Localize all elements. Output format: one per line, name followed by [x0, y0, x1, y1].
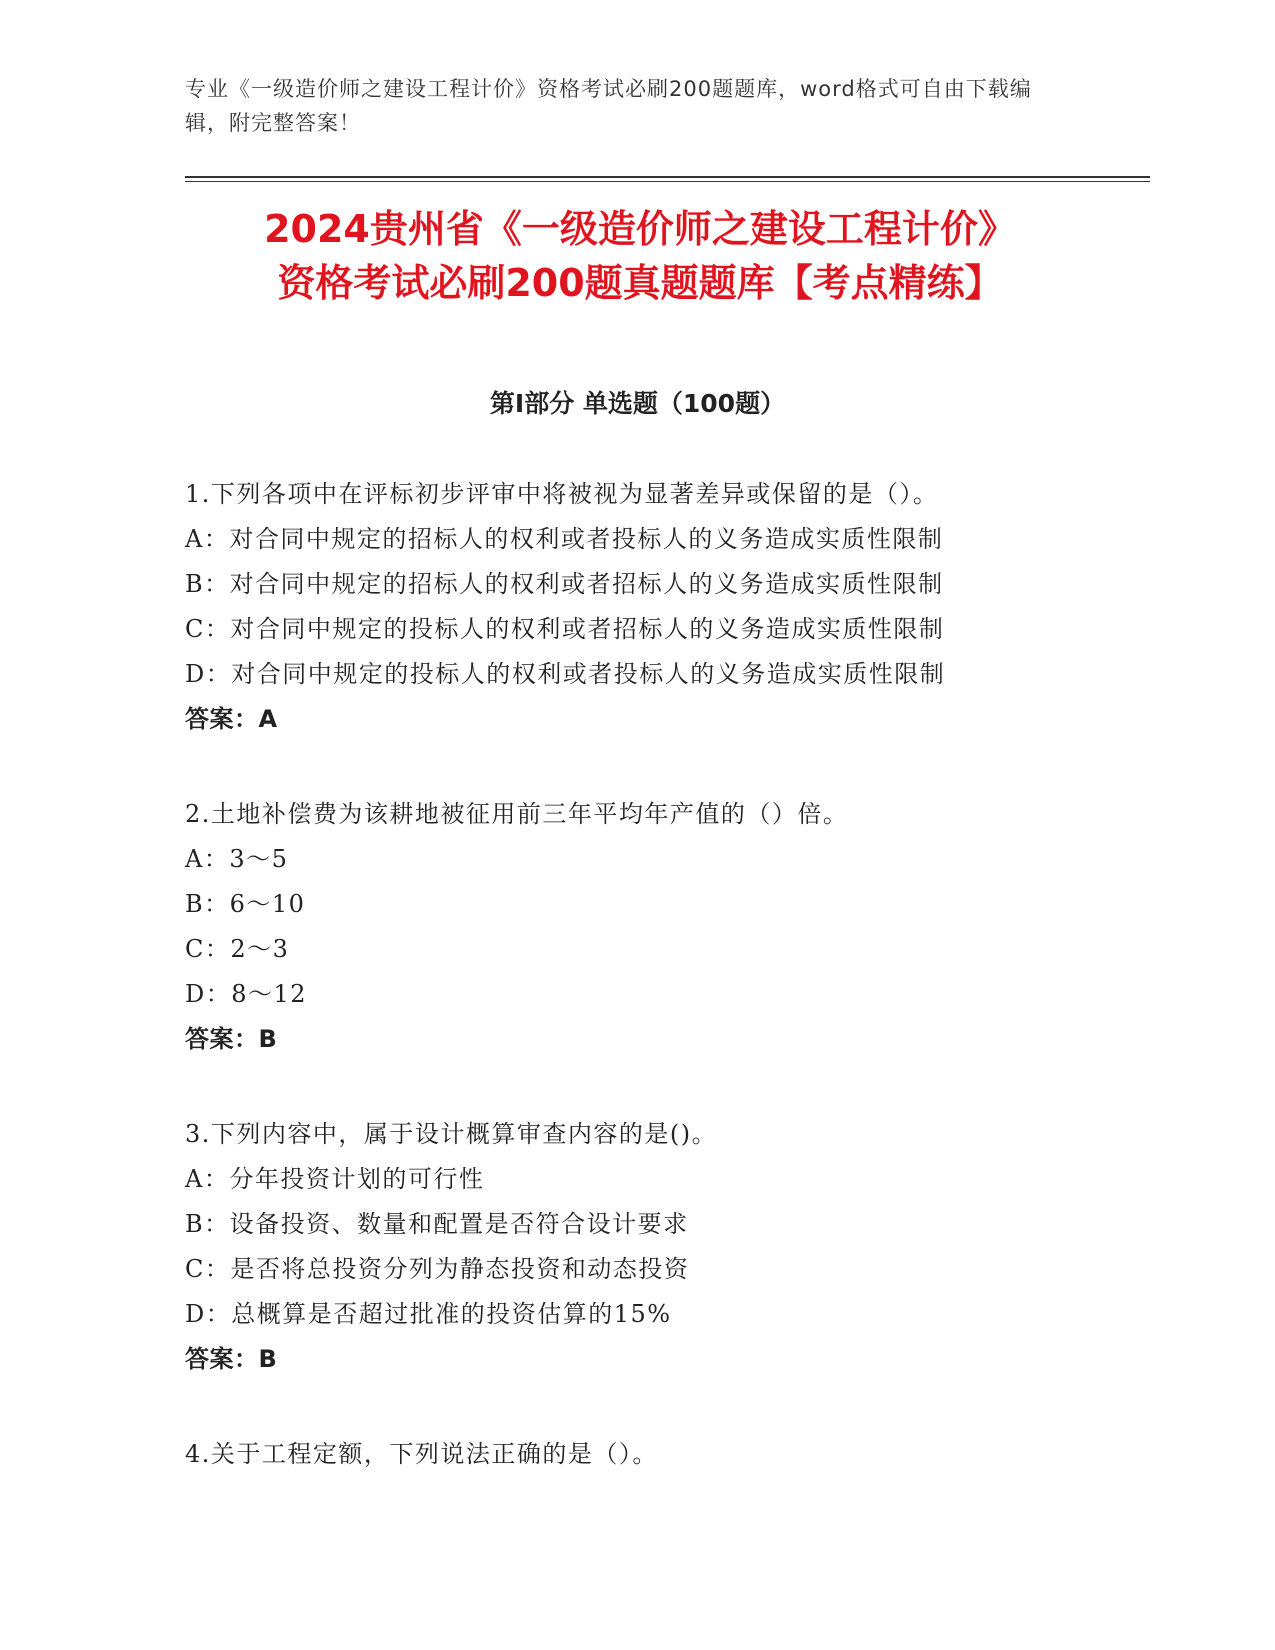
option-b: B：对合同中规定的招标人的权利或者招标人的义务造成实质性限制: [185, 570, 944, 598]
option-b: B：6～10: [185, 890, 306, 918]
option-d: D：8～12: [185, 980, 308, 1008]
title-line-1: 2024贵州省《一级造价师之建设工程计价》: [264, 207, 1016, 251]
question-list: [185, 472, 1085, 1477]
option-c: C：是否将总投资分列为静态投资和动态投资: [185, 1255, 690, 1283]
question-stem: 4.关于工程定额，下列说法正确的是（）。: [185, 1440, 658, 1468]
option-d: D：总概算是否超过批准的投资估算的15%: [185, 1300, 672, 1328]
option-c: C：2～3: [185, 935, 290, 963]
question-1: [185, 472, 1085, 742]
question-stem: 1.下列各项中在评标初步评审中将被视为显著差异或保留的是（）。: [185, 480, 939, 508]
header-rule-thick: [185, 176, 1150, 178]
answer: 答案：B: [185, 1345, 278, 1373]
document-title: [140, 202, 1140, 310]
question-4: [185, 1432, 1085, 1477]
question-stem: 2.土地补偿费为该耕地被征用前三年平均年产值的（）倍。: [185, 800, 849, 828]
question-3: [185, 1112, 1085, 1382]
option-c: C：对合同中规定的投标人的权利或者招标人的义务造成实质性限制: [185, 615, 945, 643]
option-a: A：3～5: [185, 845, 289, 873]
header-note: 专业《一级造价师之建设工程计价》资格考试必刷200题题库，word格式可自由下载编辑，附完整答案！: [185, 77, 1032, 135]
question-gap: [185, 742, 1085, 792]
option-a: A：对合同中规定的招标人的权利或者投标人的义务造成实质性限制: [185, 525, 944, 553]
question-2: [185, 792, 1085, 1062]
question-gap: [185, 1382, 1085, 1432]
question-gap: [185, 1062, 1085, 1112]
section-title: 第Ⅰ部分 单选题（100题）: [489, 389, 786, 418]
answer: 答案：B: [185, 1025, 278, 1053]
option-d: D：对合同中规定的投标人的权利或者投标人的义务造成实质性限制: [185, 660, 946, 688]
title-line-2: 资格考试必刷200题真题题库【考点精练】: [277, 261, 1003, 305]
option-b: B：设备投资、数量和配置是否符合设计要求: [185, 1210, 689, 1238]
option-a: A：分年投资计划的可行性: [185, 1165, 485, 1193]
header-rule-thin: [185, 181, 1150, 182]
question-stem: 3.下列内容中，属于设计概算审查内容的是()。: [185, 1120, 718, 1148]
answer: 答案：A: [185, 705, 278, 733]
